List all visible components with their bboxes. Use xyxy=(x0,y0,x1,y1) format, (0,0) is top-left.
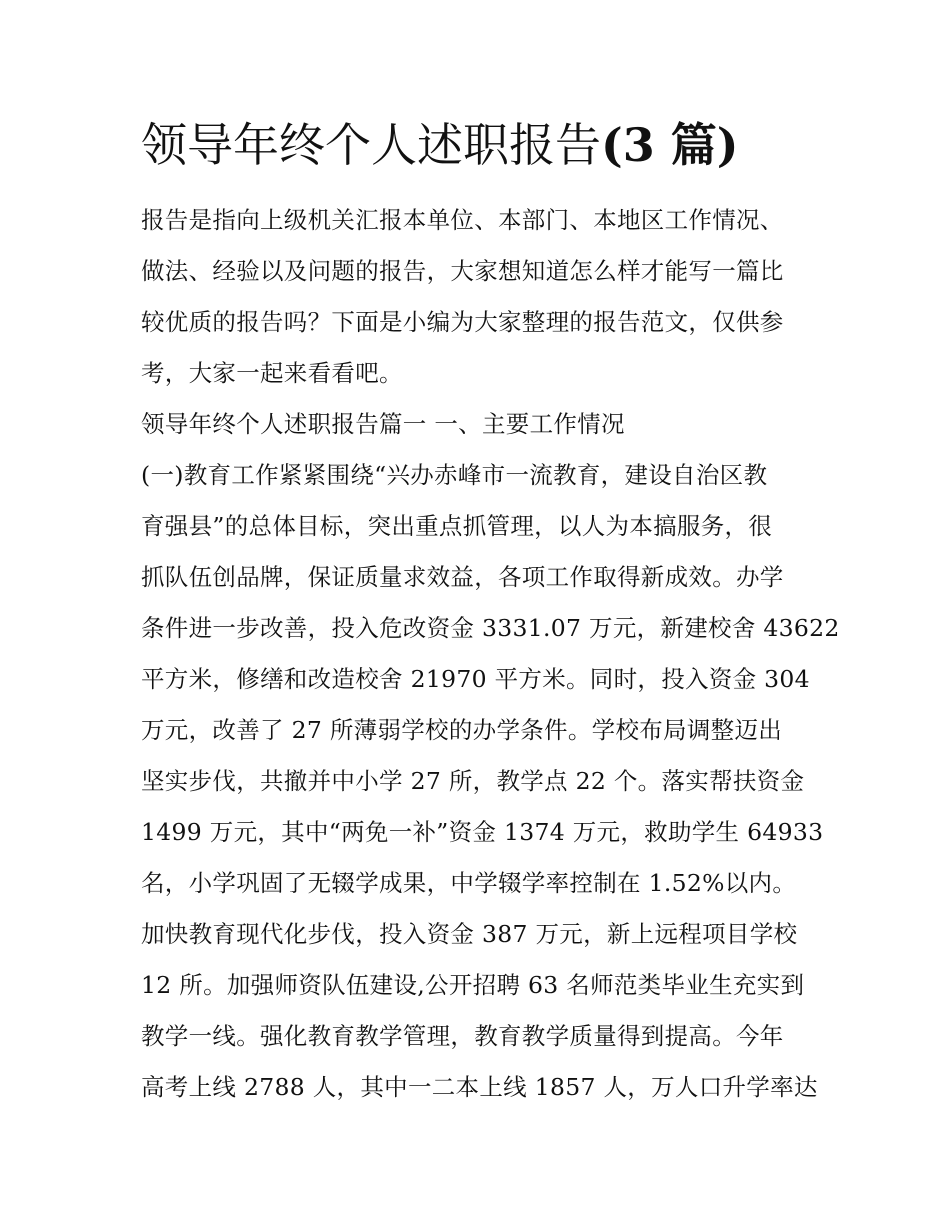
body-line: 万元，改善了 27 所薄弱学校的办学条件。学校布局调整迈出 xyxy=(141,716,783,744)
title-main: 领导年终个人述职报告 xyxy=(141,118,601,172)
body-line: 教学一线。强化教育教学管理，教育教学质量得到提高。今年 xyxy=(141,1022,784,1050)
body-line: 坚实步伐，共撤并中小学 27 所，教学点 22 个。落实帮扶资金 xyxy=(141,767,805,795)
document-body xyxy=(141,195,840,1113)
body-line: 较优质的报告吗？下面是小编为大家整理的报告范文，仅供参 xyxy=(141,308,784,336)
body-line: 考，大家一起来看看吧。 xyxy=(141,359,403,387)
section-heading-line: 领导年终个人述职报告篇一 一、主要工作情况 xyxy=(141,410,625,438)
document-title xyxy=(141,112,841,178)
body-line: (一)教育工作紧紧围绕“兴办赤峰市一流教育，建设自治区教 xyxy=(141,461,768,489)
body-line: 做法、经验以及问题的报告，大家想知道怎么样才能写一篇比 xyxy=(141,257,784,285)
body-line: 条件进一步改善，投入危改资金 3331.07 万元，新建校舍 43622 xyxy=(141,614,840,642)
title-suffix: (3 篇) xyxy=(601,118,739,172)
body-line: 名，小学巩固了无辍学成果，中学辍学率控制在 1.52%以内。 xyxy=(141,869,797,897)
body-line: 报告是指向上级机关汇报本单位、本部门、本地区工作情况、 xyxy=(141,206,784,234)
body-line: 加快教育现代化步伐，投入资金 387 万元，新上远程项目学校 xyxy=(141,920,798,948)
body-line: 抓队伍创品牌，保证质量求效益，各项工作取得新成效。办学 xyxy=(141,563,784,591)
body-line: 平方米，修缮和改造校舍 21970 平方米。同时，投入资金 304 xyxy=(141,665,810,693)
body-line: 1499 万元，其中“两免一补”资金 1374 万元，救助学生 64933 xyxy=(141,818,824,846)
body-line: 高考上线 2788 人，其中一二本上线 1857 人，万人口升学率达 xyxy=(141,1073,818,1101)
body-line: 12 所。加强师资队伍建设,公开招聘 63 名师范类毕业生充实到 xyxy=(141,971,805,999)
body-line: 育强县”的总体目标，突出重点抓管理，以人为本搞服务，很 xyxy=(141,512,773,540)
